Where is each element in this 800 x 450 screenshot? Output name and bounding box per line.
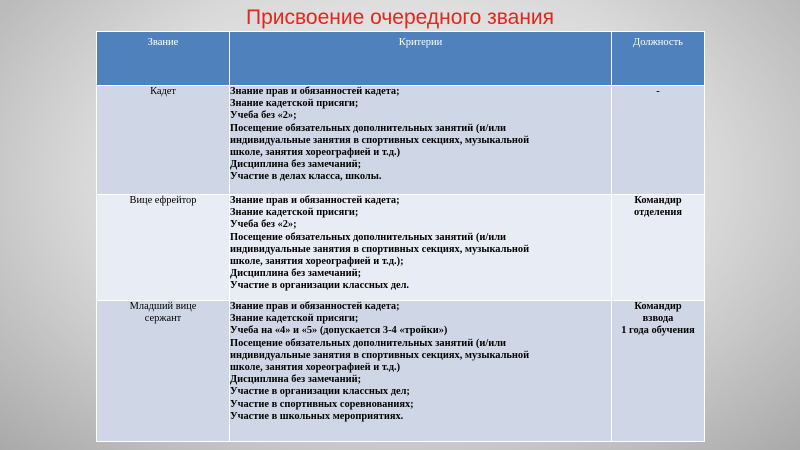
table-header-row	[97, 32, 705, 86]
criteria-line: Дисциплина без замечаний;	[230, 268, 362, 280]
criteria-cell	[230, 86, 612, 195]
criteria-line: Знание прав и обязанностей кадета;	[230, 195, 400, 206]
criteria-line: Дисциплина без замечаний;	[230, 374, 362, 386]
table-row	[97, 301, 705, 442]
criteria-line: Дисциплина без замечаний;	[230, 159, 362, 171]
criteria-line: Знание прав и обязанностей кадета;	[230, 86, 400, 97]
criteria-line: Участие в организации классных дел;	[230, 386, 410, 398]
slide-title: Присвоение очередного звания	[245, 6, 555, 29]
criteria-line: Знание кадетской присяги;	[230, 313, 359, 325]
rank-cell	[97, 195, 230, 301]
position-line: взвода	[642, 313, 674, 325]
header-rank: Звание	[97, 32, 230, 86]
criteria-line: Участие в делах класса, школы.	[230, 171, 382, 183]
criteria-line: индивидуальные занятия в спортивных секциях, музыкальной	[230, 349, 530, 361]
rank-cell	[97, 301, 230, 442]
criteria-line: индивидуальные занятия в спортивных секциях, музыкальной	[230, 134, 530, 146]
criteria-cell	[230, 301, 612, 442]
criteria-line: Учеба без «2»;	[230, 110, 297, 122]
position-line: Командир	[634, 195, 682, 206]
criteria-line: Знание кадетской присяги;	[230, 98, 359, 110]
criteria-line: Учеба без «2»;	[230, 219, 297, 231]
table-row	[97, 195, 705, 301]
rank-line: Вице ефрейтор	[129, 195, 197, 206]
criteria-line: Участие в организации классных дел.	[230, 280, 410, 292]
rank-line: Младший вице	[129, 301, 197, 312]
criteria-line: Участие в школьных мероприятиях.	[230, 410, 404, 422]
criteria-line: Участие в спортивных соревнованиях;	[230, 398, 414, 410]
position-cell	[612, 301, 705, 442]
header-position: Должность	[612, 32, 705, 86]
criteria-line: Посещение обязательных дополнительных занятий (и/или	[230, 231, 507, 243]
position-cell	[612, 195, 705, 301]
criteria-line: Посещение обязательных дополнительных занятий (и/или	[230, 337, 507, 349]
criteria-line: Посещение обязательных дополнительных занятий (и/или	[230, 122, 507, 134]
rank-criteria-table	[96, 31, 705, 442]
criteria-line: школе, занятия хореографией и т.д.);	[230, 256, 404, 268]
header-criteria: Критерии	[230, 32, 612, 86]
position-cell	[612, 86, 705, 195]
table-row	[97, 86, 705, 195]
criteria-line: Знание кадетской присяги;	[230, 207, 359, 219]
rank-line: Кадет	[150, 86, 176, 97]
position-line: 1 года обучения	[621, 325, 695, 337]
criteria-line: Знание прав и обязанностей кадета;	[230, 301, 400, 312]
position-line: Командир	[634, 301, 682, 312]
criteria-line: школе, занятия хореографией и т.д.)	[230, 362, 401, 374]
position-line: -	[656, 86, 660, 97]
criteria-cell	[230, 195, 612, 301]
criteria-line: индивидуальные занятия в спортивных секциях, музыкальной	[230, 243, 530, 255]
rank-cell	[97, 86, 230, 195]
criteria-line: Учеба на «4» и «5» (допускается 3-4 «тройки»)	[230, 325, 448, 337]
criteria-line: школе, занятия хореографией и т.д.)	[230, 147, 401, 159]
rank-line: сержант	[144, 313, 182, 325]
position-line: отделения	[634, 207, 682, 219]
